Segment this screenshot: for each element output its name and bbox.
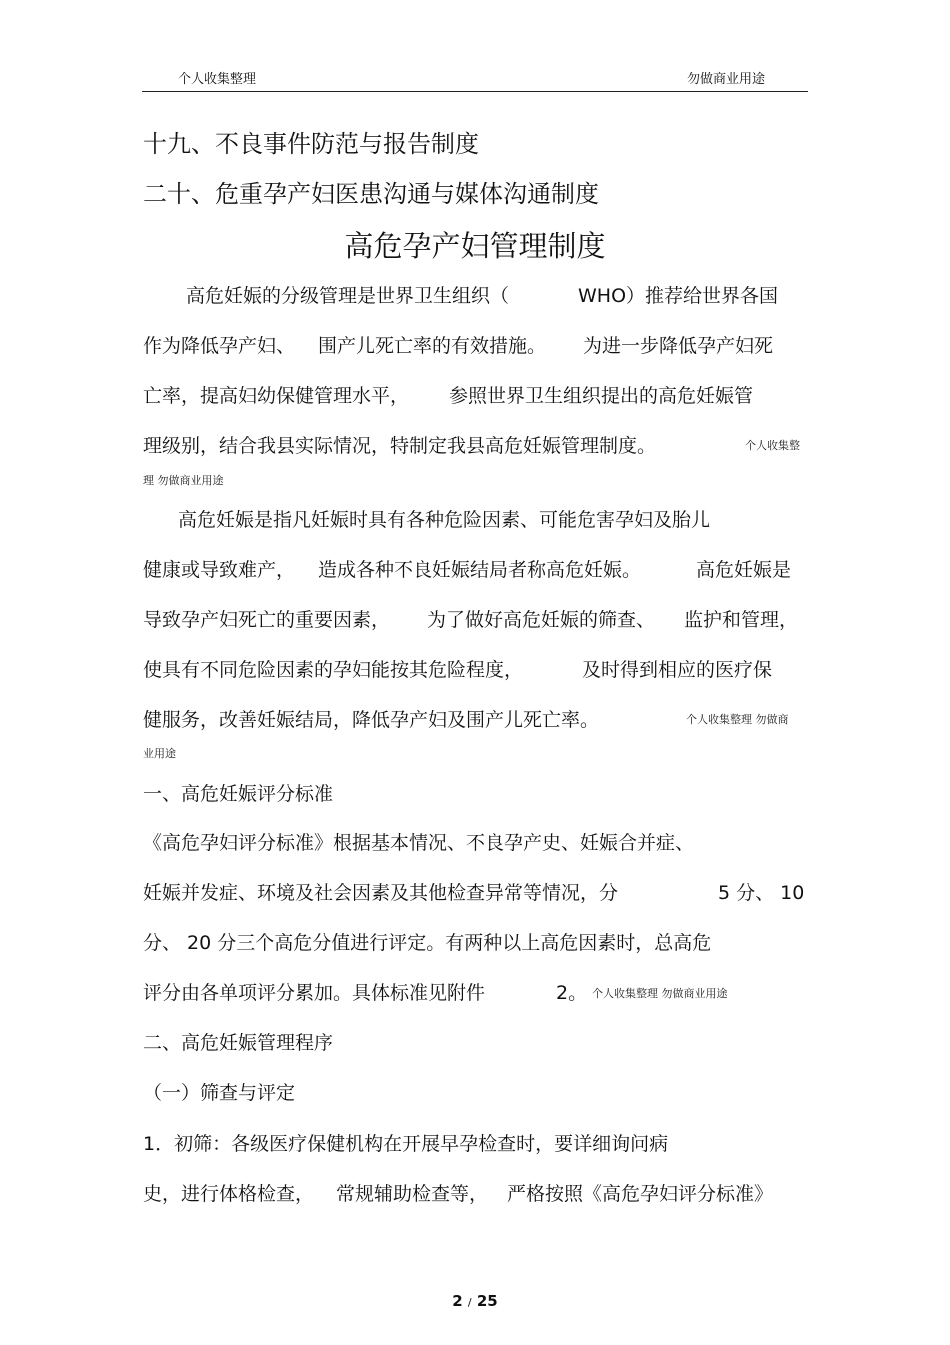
section1-line4b: 2。 [556,982,588,1004]
para1-line3b: 参照世界卫生组织提出的高危妊娠管 [449,385,754,407]
para2-line3a: 导致孕产妇死亡的重要因素， [143,609,391,631]
para2-line4a: 使具有不同危险因素的孕妇能按其危险程度， [143,659,524,681]
section2-line1: 1．初筛：各级医疗保健机构在开展早孕检查时，要详细询问病 [143,1133,669,1155]
header-left-note: 个人收集整理 [178,72,257,87]
para2-line4b: 及时得到相应的医疗保 [582,659,773,681]
section2-line2c: 严格按照《高危孕妇评分标准》 [507,1183,774,1205]
para1-line1b: WHO）推荐给世界各国 [578,285,779,307]
para2-note2: 业用途 [143,747,176,760]
para2-line1: 高危妊娠是指凡妊娠时具有各种危险因素、可能危害孕妇及胎儿 [178,509,711,531]
header-right-note: 勿做商业用途 [687,72,766,87]
heading-20: 二十、危重孕产妇医患沟通与媒体沟通制度 [143,180,599,208]
section1-line4a: 评分由各单项评分累加。具体标准见附件 [143,982,486,1004]
section2-line2a: 史，进行体格检查， [143,1183,315,1205]
section1-line3: 分、 20 分三个高危分值进行评定。有两种以上高危因素时，总高危 [143,932,712,954]
section2-heading: 二、高危妊娠管理程序 [143,1032,334,1054]
para2-line2b: 造成各种不良妊娠结局者称高危妊娠。 [318,559,642,581]
para1-line3a: 亡率，提高妇幼保健管理水平， [143,385,410,407]
para1-line1a: 高危妊娠的分级管理是世界卫生组织（ [186,285,510,307]
page-current: 2 [452,1292,463,1310]
para1-line2c: 为进一步降低孕产妇死 [583,335,774,357]
section2-subheading: （一）筛查与评定 [143,1082,296,1104]
header-divider [142,91,808,92]
para1-note2: 理 勿做商业用途 [143,474,224,487]
section1-line2b: 5 分、 10 [718,882,805,904]
para1-note1: 个人收集整 [745,439,800,452]
para2-note1: 个人收集整理 勿做商 [686,713,789,726]
page-number [0,1292,950,1310]
para2-line3b: 为了做好高危妊娠的筛查、 [427,609,656,631]
section1-line2a: 妊娠并发症、环境及社会因素及其他检查异常等情况，分 [143,882,619,904]
para2-line2a: 健康或导致难产， [143,559,296,581]
para1-line2a: 作为降低孕产妇、 [143,335,296,357]
section2-line2b: 常规辅助检查等， [336,1183,489,1205]
page-total: 25 [476,1292,498,1310]
para2-line5: 健服务，改善妊娠结局，降低孕产妇及围产儿死亡率。 [143,709,600,731]
section1-line1: 《高危孕妇评分标准》根据基本情况、不良孕产史、妊娠合并症、 [143,832,695,854]
para1-line2b: 围产儿死亡率的有效措施。 [318,335,547,357]
para2-line3c: 监护和管理， [684,609,799,631]
page-separator: / [467,1296,472,1309]
page-title: 高危孕产妇管理制度 [344,229,606,263]
para2-line2c: 高危妊娠是 [696,559,792,581]
section1-heading: 一、高危妊娠评分标准 [143,783,334,805]
section1-note: 个人收集整理 勿做商业用途 [592,987,728,1000]
heading-19: 十九、不良事件防范与报告制度 [143,130,479,158]
para1-line4: 理级别，结合我县实际情况，特制定我县高危妊娠管理制度。 [143,435,657,457]
